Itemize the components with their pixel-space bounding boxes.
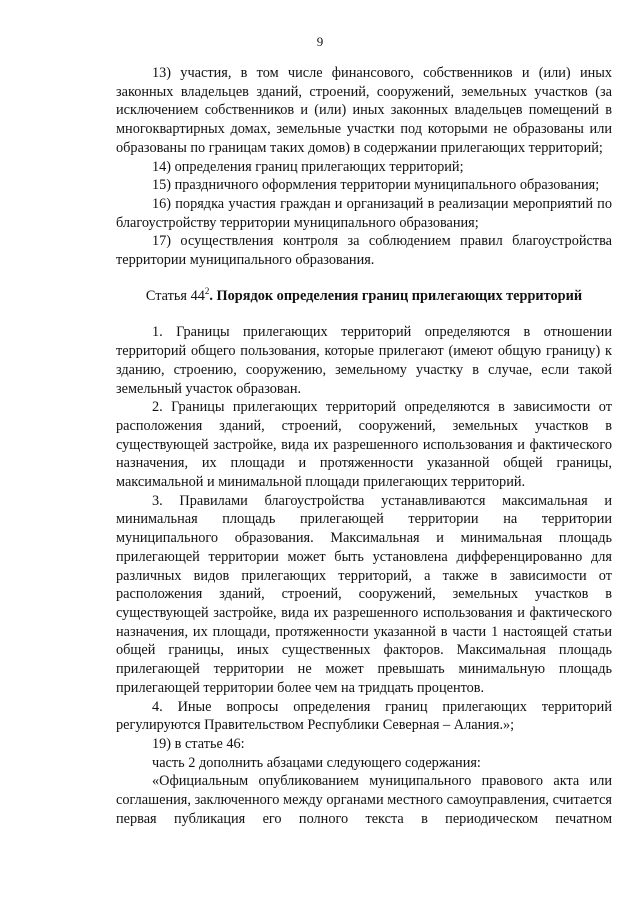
page-number: 9 [316, 34, 324, 49]
list-item-15: 15) праздничного оформления территории муниципального образования; [152, 177, 600, 194]
article-title: . Порядок определения границ прилегающих территорий [209, 287, 583, 304]
document-body [116, 64, 612, 828]
article-part-2: 2. Границы прилегающих территорий определяются в зависимости от расположения зданий, строений, сооружений, земельных участков в существующей застройке, вида их разрешенного использования и фактического назначения, их площади и протяженности указанной общей границы, максимальной и минимальной площади прилегающих территорий. [116, 399, 612, 491]
list-item-14: 14) определения границ прилегающих территорий; [152, 158, 464, 175]
list-item-17: 17) осуществления контроля за соблюдением правил благоустройства территории муниципального образования. [116, 233, 612, 269]
amendment-intro: часть 2 дополнить абзацами следующего содержания: [152, 754, 481, 771]
amendment-text: «Официальным опубликованием муниципального правового акта или соглашения, заключенного между органами местного самоуправления, считается первая публикация его полного текста в периодическом печатном [116, 773, 612, 827]
list-item-13: 13) участия, в том числе финансового, собственников и (или) иных законных владельцев зданий, строений, сооружений, земельных участков (за исключением собственников и (или) иных законных владельцев помещений в многоквартирных домах, земельные участки под которыми не образованы или образованы по границам таких домов) в содержании прилегающих территорий; [116, 65, 612, 156]
article-heading [116, 287, 612, 306]
article-number: Статья 44 [145, 287, 205, 304]
article-part-1: 1. Границы прилегающих территорий определяются в отношении территорий общего пользования, которые прилегают (имеют общую границу) к зданию, строению, сооружению, земельному участку в случае, если такой земельный участок образован. [116, 324, 612, 397]
article-superscript: 2 [204, 285, 210, 296]
list-item-16: 16) порядка участия граждан и организаций в реализации мероприятий по благоустройству территории муниципального образования; [116, 195, 612, 231]
article-part-4: 4. Иные вопросы определения границ прилегающих территорий регулируются Правительством Республики Северная – Алания.»; [116, 698, 612, 734]
article-part-3: 3. Правилами благоустройства устанавливаются максимальная и минимальная площадь прилегающей территории на территории муниципального образования. Максимальная и минимальная площадь прилегающей территории может быть установлена дифференцированно для различных видов прилегающих территорий, а также в зависимости от расположения зданий, строений, сооружений, земельных участков в существующей застройке, вида их разрешенного использования и фактического назначения, их площади, протяженности указанной в части 1 настоящей статьи общей границы, иных существенных факторов. Максимальная площадь прилегающей территории не может превышать минимальную площадь прилегающей территории более чем на тридцать процентов. [116, 492, 612, 696]
list-item-19: 19) в статье 46: [152, 735, 245, 752]
